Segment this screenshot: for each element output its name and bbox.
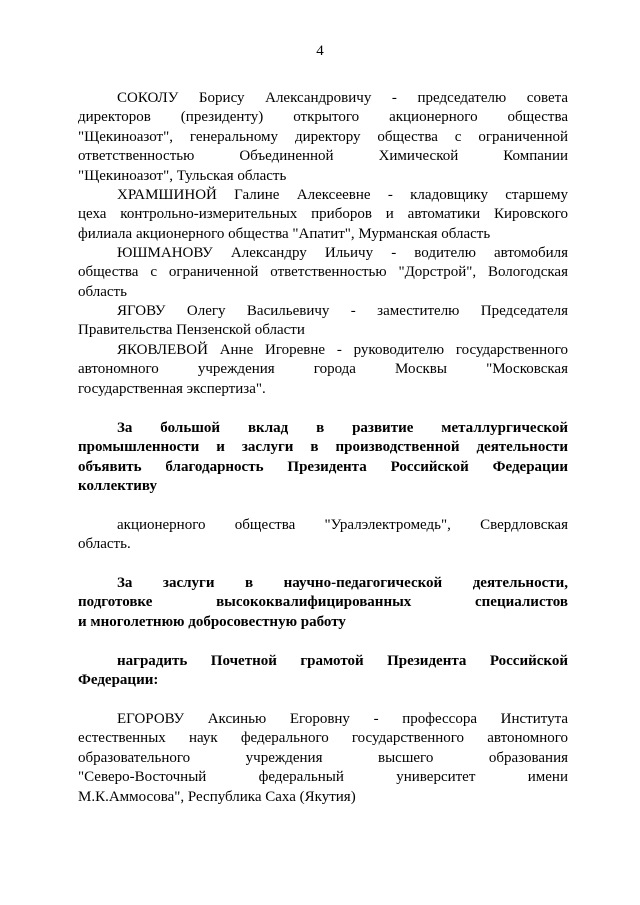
paragraph-line: ЯКОВЛЕВОЙ Анне Игоревне - руководителю государственного bbox=[117, 342, 568, 358]
paragraph-line: "Щекиноазот", Тульская область bbox=[78, 167, 287, 184]
paragraph-line: Правительства Пензенской области bbox=[78, 322, 305, 339]
paragraph-line: СОКОЛУ Борису Александровичу - председателю совета bbox=[117, 90, 568, 106]
paragraph-line: автономного учреждения города Москвы "Московская bbox=[78, 361, 568, 378]
decree-line: Федерации: bbox=[78, 672, 159, 689]
paragraph-line: ЮШМАНОВУ Александру Ильичу - водителю автомобиля bbox=[117, 245, 568, 261]
paragraph-line: ЯГОВУ Олегу Васильевичу - заместителю Председателя bbox=[117, 303, 568, 319]
paragraph-line: ЕГОРОВУ Аксинью Егоровну - профессора Института bbox=[117, 711, 568, 727]
paragraph-line: ответственностью Объединенной Химической Компании bbox=[78, 148, 568, 165]
decree-line: За большой вклад в развитие металлургической bbox=[117, 420, 568, 436]
awardee-paragraph-yagov bbox=[78, 302, 568, 341]
paragraph-line: М.К.Аммосова", Республика Саха (Якутия) bbox=[78, 788, 356, 805]
decree-gratitude bbox=[78, 419, 568, 497]
paragraph-line: общества с ограниченной ответственностью "Дорстрой", Вологодская bbox=[78, 264, 568, 281]
decree-line: объявить благодарность Президента Российской Федерации bbox=[78, 458, 568, 475]
awardee-paragraph-sokolu bbox=[78, 89, 568, 186]
paragraph-line: образовательного учреждения высшего образования bbox=[78, 749, 568, 766]
decree-line: За заслуги в научно-педагогической деятельности, bbox=[117, 575, 568, 591]
paragraph-line: филиала акционерного общества "Апатит", Мурманская область bbox=[78, 225, 491, 242]
awardee-paragraph-egorova bbox=[78, 710, 568, 807]
collective-paragraph bbox=[78, 516, 568, 555]
paragraph-line: "Щекиноазот", генеральному директору общества с ограниченной bbox=[78, 128, 568, 145]
decree-merit bbox=[78, 574, 568, 632]
paragraph-line: "Северо-Восточный федеральный университет имени bbox=[78, 769, 568, 786]
paragraph-line: область bbox=[78, 283, 127, 300]
paragraph-line: естественных наук федерального государственного автономного bbox=[78, 730, 568, 747]
paragraph-line: директоров (президенту) открытого акционерного общества bbox=[78, 109, 568, 126]
decree-line: наградить Почетной грамотой Президента Российской bbox=[117, 653, 568, 669]
decree-line: и многолетнюю добросовестную работу bbox=[78, 613, 346, 630]
decree-line: промышленности и заслуги в производственной деятельности bbox=[78, 439, 568, 456]
decree-award bbox=[78, 652, 568, 691]
paragraph-line: ХРАМШИНОЙ Галине Алексеевне - кладовщику старшему bbox=[117, 187, 568, 203]
paragraph-line: акционерного общества "Уралэлектромедь", Свердловская bbox=[117, 517, 568, 533]
decree-line: коллективу bbox=[78, 478, 157, 495]
paragraph-line: цеха контрольно-измерительных приборов и автоматики Кировского bbox=[78, 206, 568, 223]
decree-line: подготовке высококвалифицированных специалистов bbox=[78, 594, 568, 611]
page-number: 4 bbox=[316, 43, 324, 59]
awardee-paragraph-khramshina bbox=[78, 186, 568, 244]
paragraph-line: государственная экспертиза". bbox=[78, 380, 266, 397]
awardee-paragraph-yakovleva bbox=[78, 341, 568, 399]
awardee-paragraph-yushmanov bbox=[78, 244, 568, 302]
paragraph-line: область. bbox=[78, 536, 131, 553]
